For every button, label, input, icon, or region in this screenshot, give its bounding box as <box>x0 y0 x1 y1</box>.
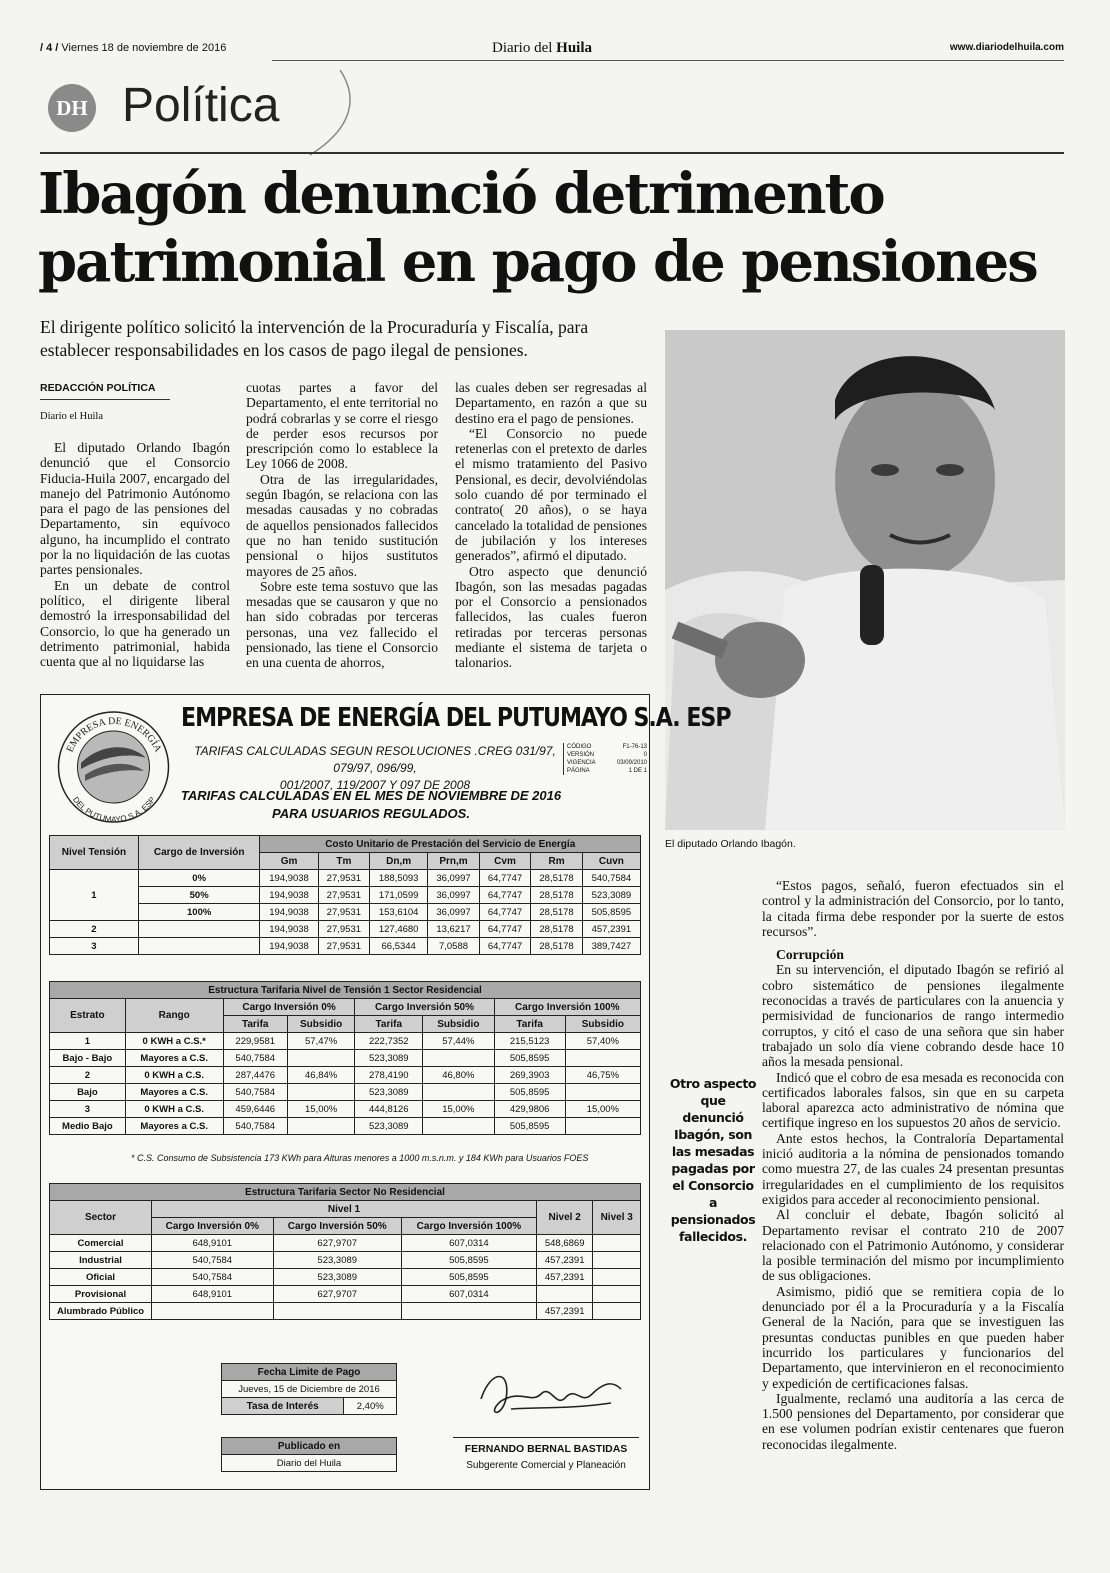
table-cell <box>138 938 260 955</box>
table-cell: 194,9038 <box>260 938 318 955</box>
headline: Ibagón denunció detrimento patrimonial en pago de pensiones <box>38 161 1037 295</box>
rate-label: Tasa de Interés <box>222 1398 344 1415</box>
unit-cost-table <box>49 835 641 955</box>
table-cell: 27,9531 <box>318 870 370 887</box>
paragraph: cuotas partes a favor del Departamento, el ente territorial no podrá cobrarlas y se corre el riesgo de perder esos recursos por prescripción como lo establece la Ley 1066 de 2008. <box>246 380 438 472</box>
paragraph: Igualmente, reclamó una auditoría a las cerca de 1.500 pensiones del Departamento, por considerar que en ese volumen podrían existir centenares que fueron reconocidas ilegalmente. <box>762 1390 1064 1452</box>
article-column-4 <box>762 878 1064 1452</box>
rate-value: 2,40% <box>344 1398 397 1415</box>
payment-box <box>221 1363 397 1415</box>
table-cell: 429,9806 <box>494 1101 565 1118</box>
table-cell: 13,6217 <box>428 921 480 938</box>
newspaper-name: Diario del Huila <box>492 40 593 56</box>
table-cell: 0% <box>138 870 260 887</box>
table-cell: 444,8126 <box>355 1101 423 1118</box>
ad-resolutions: TARIFAS CALCULADAS SEGUN RESOLUCIONES .CREG 031/97, 079/97, 096/99, 001/2007, 119/2007 Y 097 DE 2008 <box>194 744 556 792</box>
table-cell: 46,75% <box>565 1067 640 1084</box>
table-cell: 127,4680 <box>370 921 428 938</box>
column-header: Tm <box>318 853 370 870</box>
table-cell: 269,3903 <box>494 1067 565 1084</box>
table-cell: 548,6869 <box>536 1235 592 1252</box>
table-cell: 523,3089 <box>273 1269 401 1286</box>
table-cell: 2 <box>50 921 139 938</box>
table-cell: 0 KWH a C.S. <box>125 1101 223 1118</box>
paragraph: El diputado Orlando Ibagón denunció que el Consorcio Fiducia-Huila 2007, encargado del manejo del Patrimonio Autónomo para el pago de las pensiones del Departamento, sin equívoco alguno, ha incumplido el contrato por la no liquidación de las cuotas partes pensionales. <box>40 440 230 578</box>
table-cell: 64,7747 <box>479 904 531 921</box>
table-cell: 15,00% <box>565 1101 640 1118</box>
document-code-box: CÓDIGO F1-76-13 VERSIÓN 0 VIGENCIA 03/09/2010 PÁGINA 1 DE 1 <box>563 743 647 775</box>
table-cell: 28,5178 <box>531 921 583 938</box>
published-label: Publicado en <box>222 1438 397 1455</box>
table-cell: 100% <box>138 904 260 921</box>
paragraph: Otro aspecto que denunció Ibagón, son las mesadas pagadas por el Consorcio a pensionados fallecidos, las cuales fueron retiradas por terceras personas mediante el sistema de tarjeta o talonarios. <box>455 563 647 671</box>
header-divider <box>272 60 1064 61</box>
column-header: Cargo de Inversión <box>138 836 260 870</box>
table-cell: 15,00% <box>287 1101 355 1118</box>
table-cell: 457,2391 <box>536 1303 592 1320</box>
politician-photo <box>665 330 1065 830</box>
table-cell <box>287 1050 355 1067</box>
dh-logo: DH <box>48 84 96 132</box>
table-cell: 66,5344 <box>370 938 428 955</box>
column-header: Tarifa <box>355 1016 423 1033</box>
residential-tariff-table <box>49 981 641 1135</box>
paragraph: Ante estos hechos, la Contraloría Departamental inició auditoria a la nómina de pensionados tomando como muestra 27, de las cuales 24 presentan presuntas irregularidades en el cumplimiento de los requisitos exigidos para acceder al reconocimiento pensional. <box>762 1130 1064 1207</box>
column-header: Subsidio <box>565 1016 640 1033</box>
table-cell: 523,3089 <box>355 1050 423 1067</box>
article-column-1 <box>40 440 230 669</box>
column-header: Cargo Inversión 50% <box>355 999 494 1016</box>
table-cell <box>423 1050 494 1067</box>
column-header: Cvm <box>479 853 531 870</box>
table-cell: 523,3089 <box>582 887 640 904</box>
column-header: Estrato <box>50 999 126 1033</box>
table-cell: 57,47% <box>287 1033 355 1050</box>
signer: FERNANDO BERNAL BASTIDAS Subgerente Comercial y Planeación <box>453 1437 639 1474</box>
table-cell <box>536 1286 592 1303</box>
table-cell <box>565 1050 640 1067</box>
table-cell: Comercial <box>50 1235 152 1252</box>
table-row <box>50 1101 641 1118</box>
table-cell <box>593 1269 641 1286</box>
table-cell: 1 <box>50 870 139 921</box>
table-title: Estructura Tarifaria Nivel de Tensión 1 Sector Residencial <box>50 982 641 999</box>
table-cell <box>287 1084 355 1101</box>
table-cell <box>593 1235 641 1252</box>
table-row <box>50 1252 641 1269</box>
table-cell: 171,0599 <box>370 887 428 904</box>
table-cell: Oficial <box>50 1269 152 1286</box>
published-value: Diario del Huila <box>222 1455 397 1472</box>
subhead: Corrupción <box>776 947 844 963</box>
table-cell: 523,3089 <box>355 1084 423 1101</box>
table-cell: 194,9038 <box>260 904 318 921</box>
table-cell: 607,0314 <box>401 1235 536 1252</box>
table-cell <box>401 1303 536 1320</box>
table-row <box>50 904 641 921</box>
table-cell: 505,8595 <box>494 1050 565 1067</box>
table-cell: 505,8595 <box>494 1118 565 1135</box>
table-cell: 194,9038 <box>260 921 318 938</box>
pull-quote: Otro aspecto que denunció Ibagón, son las mesadas pagadas por el Consorcio a pensionados fallecidos. <box>669 1076 757 1244</box>
table-cell: 648,9101 <box>152 1235 274 1252</box>
table-cell: 459,6446 <box>223 1101 287 1118</box>
photo-caption: El diputado Orlando Ibagón. <box>665 838 796 850</box>
column-header: Costo Unitario de Prestación del Servicio de Energía <box>260 836 641 853</box>
table-row <box>50 921 641 938</box>
column-header: Nivel 2 <box>536 1201 592 1235</box>
table-cell: 28,5178 <box>531 870 583 887</box>
table-cell: Mayores a C.S. <box>125 1050 223 1067</box>
table-cell <box>273 1303 401 1320</box>
table-cell: 607,0314 <box>401 1286 536 1303</box>
table-cell <box>593 1286 641 1303</box>
table-cell: 540,7584 <box>582 870 640 887</box>
table-cell: 505,8595 <box>401 1252 536 1269</box>
table-row <box>50 1084 641 1101</box>
table-cell: 2 <box>50 1067 126 1084</box>
table-cell: 627,9707 <box>273 1286 401 1303</box>
signature <box>471 1359 631 1429</box>
footnote: * C.S. Consumo de Subsistencia 173 KWh para Alturas menores a 1000 m.s.n.m. y 184 KWh para Usuarios FOES <box>131 1153 589 1163</box>
table-cell: 57,40% <box>565 1033 640 1050</box>
column-header: Nivel 3 <box>593 1201 641 1235</box>
photo-illustration <box>665 330 1065 830</box>
table-cell: 36,0997 <box>428 870 480 887</box>
column-header: Cuvn <box>582 853 640 870</box>
column-header: Subsidio <box>423 1016 494 1033</box>
table-cell: Bajo <box>50 1084 126 1101</box>
table-cell: 229,9581 <box>223 1033 287 1050</box>
table-row <box>50 1118 641 1135</box>
table-cell: 36,0997 <box>428 887 480 904</box>
table-cell: 15,00% <box>423 1101 494 1118</box>
table-cell: 0 KWH a C.S. <box>125 1067 223 1084</box>
table-cell: 3 <box>50 938 139 955</box>
column-header: Gm <box>260 853 318 870</box>
column-header: Nivel Tensión <box>50 836 139 870</box>
column-header: Cargo Inversión 0% <box>152 1218 274 1235</box>
table-row <box>50 1033 641 1050</box>
table-row <box>50 1303 641 1320</box>
table-cell: Provisional <box>50 1286 152 1303</box>
table-cell: 287,4476 <box>223 1067 287 1084</box>
table-cell: Bajo - Bajo <box>50 1050 126 1067</box>
logo-top-text: EMPRESA DE ENERGÍA <box>64 715 164 754</box>
column-header: Subsidio <box>287 1016 355 1033</box>
table-cell: 627,9707 <box>273 1235 401 1252</box>
column-header: Rm <box>531 853 583 870</box>
table-cell: 457,2391 <box>536 1269 592 1286</box>
table-cell: 27,9531 <box>318 887 370 904</box>
energy-company-logo <box>51 703 176 828</box>
table-cell: 523,3089 <box>273 1252 401 1269</box>
payment-label: Fecha Limite de Pago <box>222 1364 397 1381</box>
page-header <box>40 42 1064 60</box>
table-cell: 7,0588 <box>428 938 480 955</box>
table-cell: 648,9101 <box>152 1286 274 1303</box>
column-header: Prn,m <box>428 853 480 870</box>
paragraph: Al concluir el debate, Ibagón solicitó al Departamento revisar el contrato 210 de 2007 relacionado con el Patrimonio Autónomo, y considerar la posible terminación del mismo por incumplimiento de sus obligaciones. <box>762 1207 1064 1284</box>
column-header: Tarifa <box>494 1016 565 1033</box>
table-cell: 28,5178 <box>531 904 583 921</box>
table-cell: 215,5123 <box>494 1033 565 1050</box>
table-cell: 57,44% <box>423 1033 494 1050</box>
table-cell: 194,9038 <box>260 887 318 904</box>
section-title: Política <box>122 79 280 132</box>
paragraph: Sobre este tema sostuvo que las mesadas que se causaron y que no han sido cobradas por terceras personas, una vez fallecido el pensionado, las tiene el Consorcio en una cuenta de ahorros, <box>246 578 438 671</box>
table-cell: 540,7584 <box>152 1269 274 1286</box>
table-row <box>50 887 641 904</box>
column-header: Cargo Inversión 100% <box>494 999 640 1016</box>
table-cell: 505,8595 <box>582 904 640 921</box>
page-date: / 4 / Viernes 18 de noviembre de 2016 <box>40 42 227 54</box>
column-header: Rango <box>125 999 223 1033</box>
column-header: Cargo Inversión 0% <box>223 999 355 1016</box>
table-cell: 46,84% <box>287 1067 355 1084</box>
paragraph: “Estos pagos, señaló, fueron efectuados sin el control y la administración del Consorcio, por lo tanto, la citada firma debe responder por la suerte de estos recursos”. <box>762 878 1064 939</box>
column-header: Nivel 1 <box>152 1201 537 1218</box>
byline: REDACCIÓN POLÍTICA <box>40 382 156 394</box>
column-header: Cargo Inversión 50% <box>273 1218 401 1235</box>
table-cell <box>423 1118 494 1135</box>
table-title: Estructura Tarifaria Sector No Residencial <box>50 1184 641 1201</box>
table-cell: 222,7352 <box>355 1033 423 1050</box>
table-cell: 153,6104 <box>370 904 428 921</box>
table-cell <box>565 1118 640 1135</box>
article-column-2 <box>246 380 438 671</box>
ad-title: EMPRESA DE ENERGÍA DEL PUTUMAYO S.A. ESP <box>181 703 731 733</box>
table-cell: 28,5178 <box>531 887 583 904</box>
table-cell <box>593 1303 641 1320</box>
section-divider <box>40 152 1064 154</box>
table-row <box>50 1050 641 1067</box>
table-cell: 64,7747 <box>479 887 531 904</box>
column-header: Sector <box>50 1201 152 1235</box>
table-row <box>50 1067 641 1084</box>
table-cell <box>565 1084 640 1101</box>
paragraph: “El Consorcio no puede retenerlas con el pretexto de darles el mismo tratamiento del Pasivo Pensional, es decir, devolviéndolas solo cuando dé por terminado el contrato( 20 años), o se haya cancelado la totalidad de pensiones de jubilación y los intereses generados”, afirmó el diputado. <box>455 425 647 564</box>
table-cell: 278,4190 <box>355 1067 423 1084</box>
table-row <box>50 870 641 887</box>
table-cell: 194,9038 <box>260 870 318 887</box>
paragraph: Indicó que el cobro de esa mesada es reconocida con certificados laborales falsos, sin que en su carpeta laboral aparezca acto administrativo de nómina que certifique ingreso en los supuestos 20 años de servicio. <box>762 1069 1064 1131</box>
table-cell: 36,0997 <box>428 904 480 921</box>
table-cell: Mayores a C.S. <box>125 1084 223 1101</box>
published-box <box>221 1437 397 1472</box>
column-header: Dn,m <box>370 853 428 870</box>
table-cell: 46,80% <box>423 1067 494 1084</box>
table-row <box>50 938 641 955</box>
table-cell: 540,7584 <box>152 1252 274 1269</box>
source: Diario el Huila <box>40 411 103 422</box>
table-cell: 540,7584 <box>223 1084 287 1101</box>
paragraph: En su intervención, el diputado Ibagón se refirió al cobro sistemático de pensiones ilegalmente reconocidas a través de particulares con la anuencia y permisividad de funcionarios de rango intermedio corruptos, y citó el caso de una señora que sin haber trabajado un solo día viene cobrando desde hace 10 años la mesada pensional. <box>762 962 1064 1070</box>
ad-month-heading: TARIFAS CALCULADAS EN EL MES DE NOVIEMBRE DE 2016 PARA USUARIOS REGULADOS. <box>180 788 562 821</box>
table-cell: 540,7584 <box>223 1118 287 1135</box>
table-cell: 27,9531 <box>318 938 370 955</box>
table-cell: 523,3089 <box>355 1118 423 1135</box>
section-swoosh <box>300 70 370 160</box>
table-cell <box>138 921 260 938</box>
table-cell <box>423 1084 494 1101</box>
table-cell: 0 KWH a C.S.* <box>125 1033 223 1050</box>
table-cell <box>593 1252 641 1269</box>
table-row <box>50 1235 641 1252</box>
table-cell: 1 <box>50 1033 126 1050</box>
table-cell: 27,9531 <box>318 904 370 921</box>
table-cell: 27,9531 <box>318 921 370 938</box>
table-cell: Medio Bajo <box>50 1118 126 1135</box>
deck: El dirigente político solicitó la intervención de la Procuraduría y Fiscalía, para establecer responsabilidades en los casos de pago ilegal de pensiones. <box>40 317 589 360</box>
website-link[interactable]: www.diariodelhuila.com <box>949 42 1064 53</box>
column-header: Tarifa <box>223 1016 287 1033</box>
table-cell: 389,7427 <box>582 938 640 955</box>
paragraph: Otra de las irregularidades, según Ibagón, se relaciona con las mesadas causadas y no cobradas de aquellos pensionados fallecidos que no han tenido sustitución pensional o hijos sustitutos mayores de 25 años. <box>246 471 438 579</box>
byline-rule <box>40 399 170 400</box>
logo-bottom-text: DEL PUTUMAYO S.A. ESP <box>71 795 157 825</box>
table-row <box>50 1269 641 1286</box>
table-cell: 64,7747 <box>479 870 531 887</box>
table-cell: 457,2391 <box>582 921 640 938</box>
table-cell: Mayores a C.S. <box>125 1118 223 1135</box>
table-cell: 505,8595 <box>494 1084 565 1101</box>
table-cell: 188,5093 <box>370 870 428 887</box>
table-cell: 28,5178 <box>531 938 583 955</box>
table-cell: 505,8595 <box>401 1269 536 1286</box>
table-cell: 540,7584 <box>223 1050 287 1067</box>
paragraph: En un debate de control político, el dirigente liberal demostró la irresponsabilidad del Consorcio, lo que ha generado un detrimento patrimonial, habida cuenta que al no liquidarse las <box>40 577 230 670</box>
non-residential-tariff-table <box>49 1183 641 1320</box>
table-cell: Alumbrado Público <box>50 1303 152 1320</box>
table-cell: 50% <box>138 887 260 904</box>
paragraph: Asimismo, pidió que se remitiera copia de lo denunciado por él a la Procuraduría y a la Fiscalía General de la Nación, para que se investiguen las presuntas conductas punibles en que pueden haber incurrido los particulares y funcionarios del Departamento, que intervinieron en el reconocimiento y expedición de certificaciones falsas. <box>762 1283 1064 1391</box>
payment-date: Jueves, 15 de Diciembre de 2016 <box>222 1381 397 1398</box>
paragraph: las cuales deben ser regresadas al Departamento, en razón a que su destino era el pago de pensiones. <box>455 380 647 426</box>
table-row <box>50 1286 641 1303</box>
table-cell: 457,2391 <box>536 1252 592 1269</box>
table-cell: 3 <box>50 1101 126 1118</box>
table-cell <box>152 1303 274 1320</box>
column-header: Cargo Inversión 100% <box>401 1218 536 1235</box>
table-cell: Industrial <box>50 1252 152 1269</box>
article-column-3 <box>455 380 647 671</box>
table-cell <box>287 1118 355 1135</box>
table-cell: 64,7747 <box>479 938 531 955</box>
table-cell: 64,7747 <box>479 921 531 938</box>
